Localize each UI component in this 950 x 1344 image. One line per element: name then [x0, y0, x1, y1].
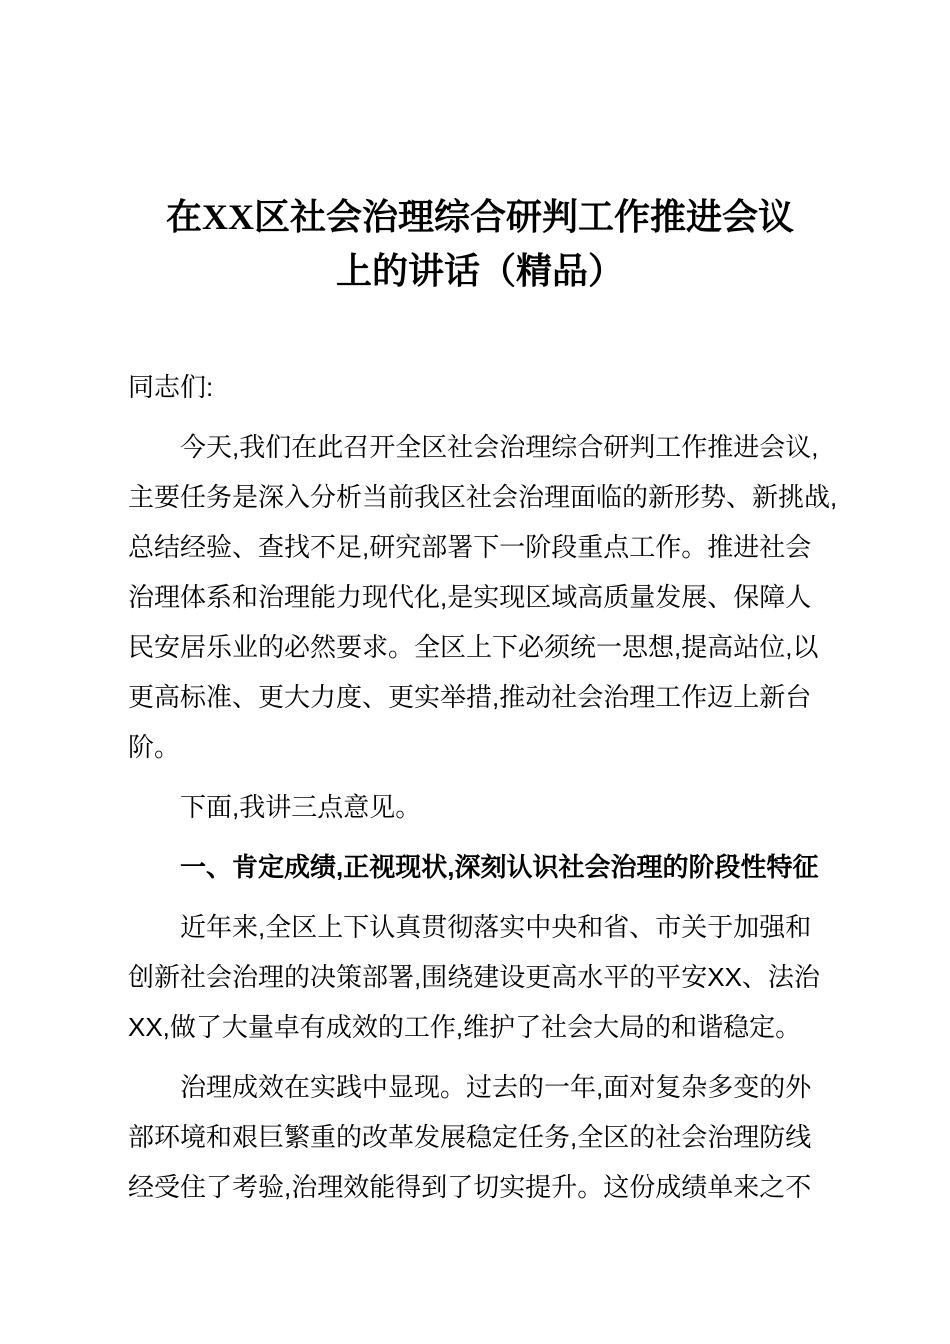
- text-line: 民安居乐业的必然要求。全区上下必须统一思想,提高站位,以: [128, 632, 819, 662]
- text-line: 近年来,全区上下认真贯彻落实中央和省、市关于加强和: [180, 912, 812, 942]
- text-line: 治理体系和治理能力现代化,是实现区域高质量发展、保障人: [128, 582, 812, 612]
- text-line: 部环境和艰巨繁重的改革发展稳定任务,全区的社会治理防线: [128, 1122, 812, 1152]
- text-line: 主要任务是深入分析当前我区社会治理面临的新形势、新挑战,: [128, 482, 838, 512]
- document-title: [128, 190, 832, 298]
- title-line-1: 在XX区社会治理综合研判工作推进会议: [166, 197, 794, 237]
- text-line: 治理成效在实践中显现。过去的一年,面对复杂多变的外: [180, 1072, 812, 1102]
- text-line: 更高标准、更大力度、更实举措,推动社会治理工作迈上新台: [128, 682, 812, 712]
- section-heading-1: [128, 842, 832, 892]
- text-line: 同志们:: [128, 372, 214, 402]
- text-line: XX,做了大量卓有成效的工作,维护了社会大局的和谐稳定。: [128, 1012, 802, 1042]
- text-line: 总结经验、查找不足,研究部署下一阶段重点工作。推进社会: [128, 532, 812, 562]
- text-line: 一、肯定成绩,正视现状,深刻认识社会治理的阶段性特征: [180, 852, 819, 882]
- text-line: 阶。: [128, 732, 181, 762]
- paragraph-achievements: [128, 902, 832, 1052]
- title-line-2: 上的讲话（精品）: [335, 251, 624, 291]
- text-line: 经受住了考验,治理效能得到了切实提升。这份成绩单来之不: [128, 1172, 812, 1202]
- text-line: 下面,我讲三点意见。: [180, 792, 422, 822]
- paragraph-opening: [128, 422, 838, 772]
- paragraph-governance-results: [128, 1062, 832, 1212]
- document-body: [128, 362, 838, 1212]
- paragraph-transition: [128, 782, 832, 832]
- salutation: [128, 362, 832, 412]
- text-line: 今天,我们在此召开全区社会治理综合研判工作推进会议,: [180, 432, 819, 462]
- text-line: 创新社会治理的决策部署,围绕建设更高水平的平安XX、法治: [128, 962, 820, 992]
